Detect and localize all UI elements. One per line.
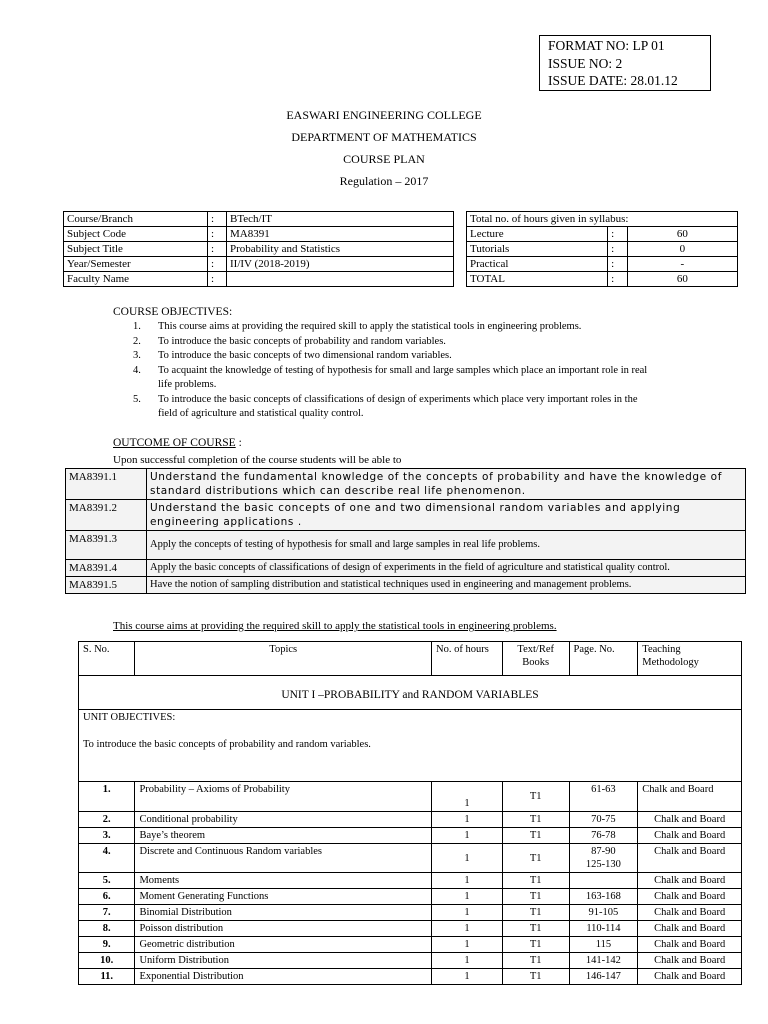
- row-page: 110-114: [569, 921, 638, 937]
- info-sep: :: [208, 212, 227, 227]
- hours-row: [467, 242, 738, 257]
- objectives-list: [133, 320, 653, 422]
- row-hours: 1: [432, 969, 503, 985]
- row-topic: Geometric distribution: [135, 937, 432, 953]
- row-hours: 1: [432, 937, 503, 953]
- row-method: Chalk and Board: [638, 937, 742, 953]
- row-hours: 1: [432, 921, 503, 937]
- outcome-intro: Upon successful completion of the course students will be able to: [113, 454, 402, 466]
- row-sno: 4.: [79, 844, 135, 873]
- plan-row: [79, 828, 742, 844]
- doc-title: COURSE PLAN: [343, 152, 425, 166]
- row-topic: Baye’s theorem: [135, 828, 432, 844]
- row-sno: 7.: [79, 905, 135, 921]
- row-page: 141-142: [569, 953, 638, 969]
- plan-row: [79, 905, 742, 921]
- outcome-title-colon: :: [235, 437, 242, 449]
- info-row: [64, 257, 454, 272]
- objective-item: [133, 364, 653, 393]
- hours-label: TOTAL: [467, 272, 608, 287]
- row-sno: 9.: [79, 937, 135, 953]
- header-method: Teaching Methodology: [638, 642, 742, 676]
- objectives-title: COURSE OBJECTIVES:: [113, 306, 233, 318]
- hours-label: Lecture: [467, 227, 608, 242]
- hours-value: 60: [627, 227, 737, 242]
- row-topic: Moment Generating Functions: [135, 889, 432, 905]
- unit-title: UNIT I –PROBABILITY and RANDOM VARIABLES: [79, 676, 742, 710]
- row-page: [569, 873, 638, 889]
- row-method: Chalk and Board: [638, 889, 742, 905]
- row-method: Chalk and Board: [638, 905, 742, 921]
- hours-row: [467, 227, 738, 242]
- objective-text: This course aims at providing the required skill to apply the statistical tools in engineering problems.: [158, 321, 582, 332]
- row-page: 115: [569, 937, 638, 953]
- hours-table: [466, 211, 738, 287]
- row-page: 91-105: [569, 905, 638, 921]
- row-page: 76-78: [569, 828, 638, 844]
- hours-label: Tutorials: [467, 242, 608, 257]
- row-method: Chalk and Board: [638, 921, 742, 937]
- outcome-text: Understand the basic concepts of one and two dimensional random variables and applying engineering applications .: [147, 500, 746, 531]
- outcome-row: [66, 500, 746, 531]
- plan-row: [79, 889, 742, 905]
- unit-objectives-text: To introduce the basic concepts of probability and random variables.: [83, 739, 371, 750]
- row-topic: Conditional probability: [135, 812, 432, 828]
- info-label: Course/Branch: [64, 212, 208, 227]
- row-page-line2: 125-130: [585, 859, 621, 870]
- outcome-table: [65, 468, 746, 594]
- row-sno: 5.: [79, 873, 135, 889]
- college-name: EASWARI ENGINEERING COLLEGE: [286, 108, 482, 122]
- row-topic: Binomial Distribution: [135, 905, 432, 921]
- row-method: Chalk and Board: [638, 969, 742, 985]
- regulation: Regulation – 2017: [339, 174, 429, 188]
- info-row: [64, 227, 454, 242]
- info-value: MA8391: [227, 227, 454, 242]
- hours-value: 60: [627, 272, 737, 287]
- row-topic: Moments: [135, 873, 432, 889]
- row-hours: 1: [432, 889, 503, 905]
- outcome-row: [66, 531, 746, 560]
- plan-row: [79, 937, 742, 953]
- outcome-code: MA8391.2: [66, 500, 147, 531]
- row-book: T1: [502, 812, 569, 828]
- info-label: Subject Code: [64, 227, 208, 242]
- info-label: Subject Title: [64, 242, 208, 257]
- row-hours: 1: [432, 873, 503, 889]
- format-no: FORMAT NO: LP 01: [548, 38, 665, 53]
- row-hours: 1: [432, 905, 503, 921]
- info-sep: :: [208, 242, 227, 257]
- objective-item: [133, 320, 653, 335]
- plan-row: [79, 953, 742, 969]
- objective-text: To introduce the basic concepts of probability and random variables.: [158, 335, 446, 347]
- objective-number: 5.: [133, 393, 141, 405]
- info-sep: :: [208, 272, 227, 287]
- hours-row: [467, 272, 738, 287]
- outcome-title-text: OUTCOME OF COURSE: [113, 437, 236, 449]
- info-sep: :: [208, 227, 227, 242]
- row-sno: 6.: [79, 889, 135, 905]
- header-topics: Topics: [135, 642, 432, 676]
- outcome-code: MA8391.4: [66, 560, 147, 577]
- row-book: T1: [502, 782, 569, 812]
- outcome-text: Apply the concepts of testing of hypothesis for small and large samples in real life problems.: [147, 531, 746, 560]
- plan-header-row: [79, 642, 742, 676]
- row-method: Chalk and Board: [638, 828, 742, 844]
- info-value: [227, 272, 454, 287]
- objective-item: [133, 335, 653, 350]
- row-book: T1: [502, 937, 569, 953]
- header-books: Text/Ref Books: [502, 642, 569, 676]
- plan-row: [79, 969, 742, 985]
- plan-row: [79, 782, 742, 812]
- row-method: Chalk and Board: [638, 812, 742, 828]
- issue-no: ISSUE NO: 2: [548, 55, 623, 71]
- info-sep: :: [208, 257, 227, 272]
- objective-text: To introduce the basic concepts of two dimensional random variables.: [158, 350, 452, 361]
- objective-number: 2.: [133, 335, 141, 347]
- info-value: Probability and Statistics: [227, 242, 454, 257]
- hours-value: -: [627, 257, 737, 272]
- row-hours: 1: [432, 828, 503, 844]
- hours-sep: :: [608, 227, 628, 242]
- outcome-text: Have the notion of sampling distribution and statistical techniques used in engineering and management problems.: [147, 577, 746, 594]
- row-page-line1: 87-90: [591, 846, 616, 857]
- info-row: [64, 272, 454, 287]
- row-hours: 1: [432, 812, 503, 828]
- hours-label: Practical: [467, 257, 608, 272]
- info-row: [64, 242, 454, 257]
- row-book: T1: [502, 969, 569, 985]
- objective-number: 1.: [133, 321, 141, 332]
- department-name: DEPARTMENT OF MATHEMATICS: [291, 130, 477, 144]
- header-hours: No. of hours: [432, 642, 503, 676]
- objective-number: 4.: [133, 364, 141, 376]
- row-book: T1: [502, 905, 569, 921]
- row-sno: 1.: [79, 782, 135, 812]
- objective-text: To introduce the basic concepts of classifications of design of experiments which place very important roles in the field of agriculture and statistical quality control.: [158, 393, 638, 419]
- plan-row: [79, 873, 742, 889]
- row-sno: 2.: [79, 812, 135, 828]
- plan-row: [79, 812, 742, 828]
- outcome-code: MA8391.3: [66, 531, 147, 560]
- row-hours: 1: [432, 844, 503, 873]
- objective-text: To acquaint the knowledge of testing of hypothesis for small and large samples which place an important role in real life problems.: [158, 364, 648, 390]
- row-hours: 1: [432, 782, 503, 812]
- outcome-code: MA8391.5: [66, 577, 147, 594]
- info-value: II/IV (2018-2019): [227, 257, 454, 272]
- outcome-row: [66, 577, 746, 594]
- row-sno: 8.: [79, 921, 135, 937]
- plan-row: [79, 921, 742, 937]
- row-topic: Probability – Axioms of Probability: [135, 782, 432, 812]
- row-method: Chalk and Board: [638, 953, 742, 969]
- info-label: Faculty Name: [64, 272, 208, 287]
- row-hours: 1: [432, 953, 503, 969]
- hours-sep: :: [608, 272, 628, 287]
- row-topic: Discrete and Continuous Random variables: [135, 844, 432, 873]
- objective-number: 3.: [133, 350, 141, 361]
- hours-sep: :: [608, 242, 628, 257]
- plan-row: [79, 844, 742, 873]
- row-book: T1: [502, 889, 569, 905]
- row-method: Chalk and Board: [638, 782, 742, 812]
- course-plan-table: [78, 641, 742, 985]
- outcome-text: Understand the fundamental knowledge of the concepts of probability and have the knowledge of standard distributions which can describe real life phenomenon.: [147, 469, 746, 500]
- info-label: Year/Semester: [64, 257, 208, 272]
- row-sno: 11.: [79, 969, 135, 985]
- aim-statement: This course aims at providing the required skill to apply the statistical tools in engineering problems.: [113, 620, 557, 632]
- info-row: [64, 212, 454, 227]
- row-topic: Poisson distribution: [135, 921, 432, 937]
- hours-row: [467, 257, 738, 272]
- outcome-row: [66, 469, 746, 500]
- header-sno: S. No.: [79, 642, 135, 676]
- outcome-title: [113, 437, 242, 449]
- row-book: T1: [502, 828, 569, 844]
- row-book: T1: [502, 873, 569, 889]
- row-book: T1: [502, 921, 569, 937]
- row-page: 146-147: [569, 969, 638, 985]
- objective-item: [133, 349, 653, 364]
- hours-heading: Total no. of hours given in syllabus:: [467, 212, 738, 227]
- hours-sep: :: [608, 257, 628, 272]
- row-book: T1: [502, 953, 569, 969]
- unit-objectives-label: UNIT OBJECTIVES:: [83, 712, 176, 723]
- header-page: Page. No.: [569, 642, 638, 676]
- outcome-code: MA8391.1: [66, 469, 147, 500]
- row-topic: Uniform Distribution: [135, 953, 432, 969]
- row-sno: 10.: [79, 953, 135, 969]
- course-info-table: [63, 211, 454, 287]
- row-sno: 3.: [79, 828, 135, 844]
- format-box: [539, 35, 711, 91]
- row-page: 61-63: [569, 782, 638, 812]
- issue-date: ISSUE DATE: 28.01.12: [548, 73, 678, 88]
- outcome-text: Apply the basic concepts of classifications of design of experiments in the field of agriculture and statistical quality control.: [147, 560, 746, 577]
- row-page: 163-168: [569, 889, 638, 905]
- unit-objectives: [79, 710, 742, 782]
- outcome-row: [66, 560, 746, 577]
- row-page: 70-75: [569, 812, 638, 828]
- row-page: [569, 844, 638, 873]
- row-topic: Exponential Distribution: [135, 969, 432, 985]
- row-method: Chalk and Board: [638, 873, 742, 889]
- info-value: BTech/IT: [227, 212, 454, 227]
- objective-item: [133, 393, 653, 422]
- hours-value: 0: [627, 242, 737, 257]
- row-method: Chalk and Board: [638, 844, 742, 873]
- row-book: T1: [502, 844, 569, 873]
